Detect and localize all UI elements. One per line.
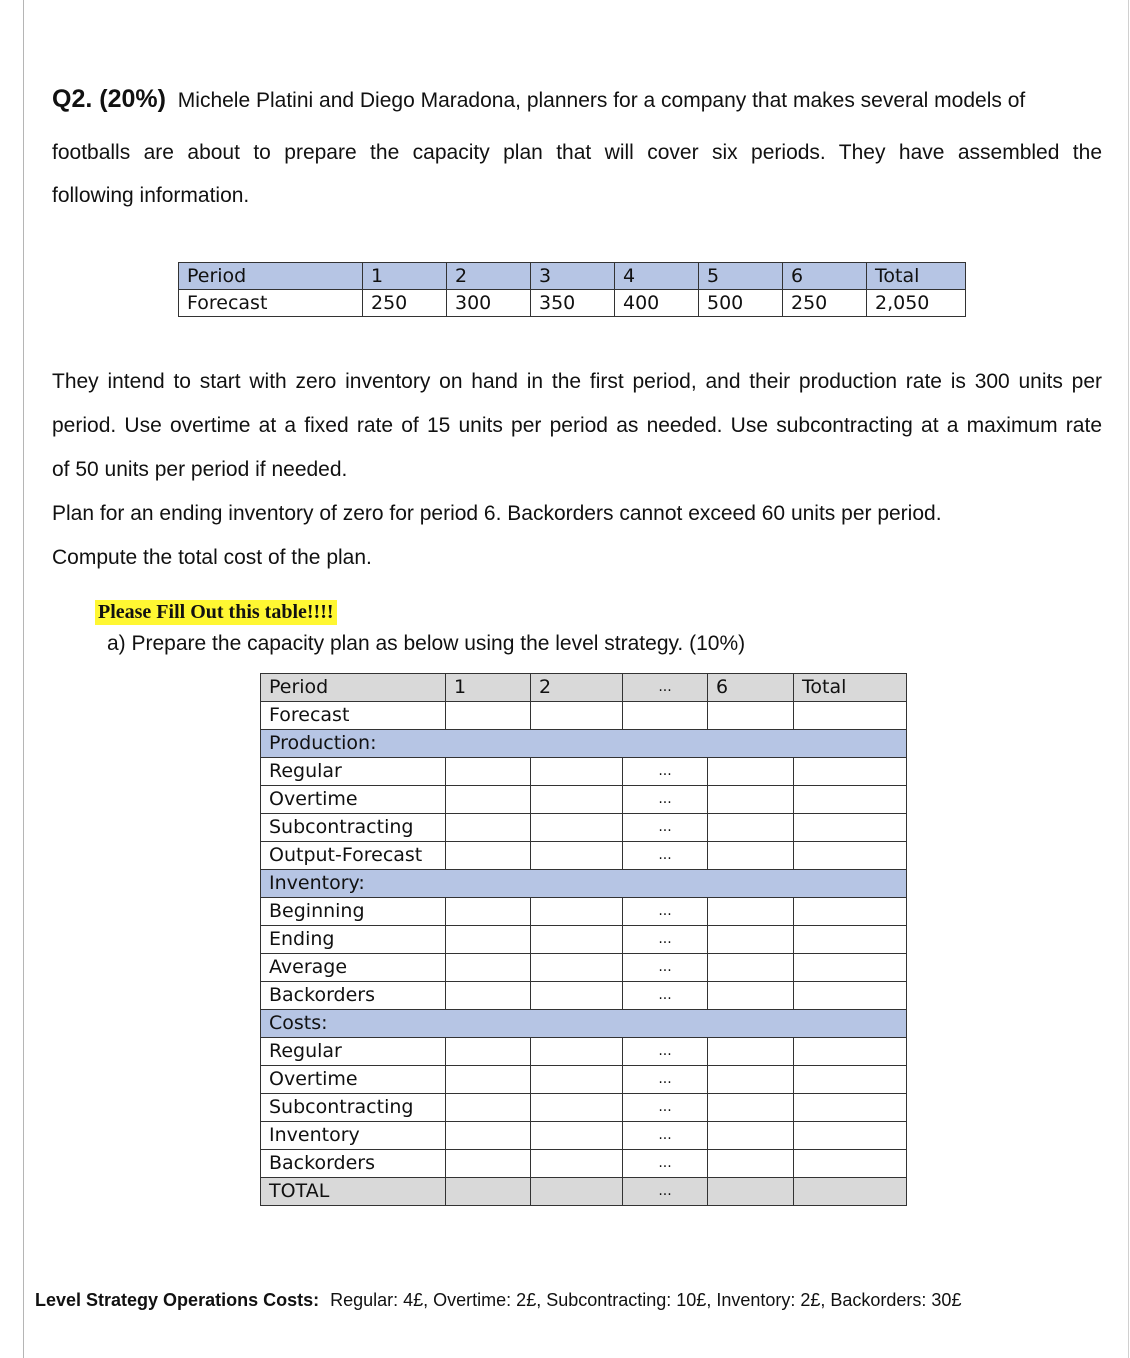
header-cell: 6 — [783, 263, 867, 290]
row-label: Average — [261, 954, 446, 982]
header-cell: 3 — [531, 263, 615, 290]
question-label: Q2. (20%) — [52, 85, 166, 113]
input-cell[interactable] — [708, 954, 794, 982]
header-cell: 2 — [531, 674, 623, 702]
instruction-line-3: of 50 units per period if needed. — [52, 458, 348, 481]
input-cell[interactable] — [531, 1178, 623, 1206]
input-cell[interactable] — [446, 1178, 531, 1206]
instruction-line-4: Plan for an ending inventory of zero for period 6. Backorders cannot exceed 60 units per period. — [52, 502, 942, 525]
input-cell[interactable] — [794, 1038, 907, 1066]
input-cell[interactable] — [531, 954, 623, 982]
row-label: Overtime — [261, 1066, 446, 1094]
ellipsis-cell: ... — [623, 926, 708, 954]
input-cell[interactable] — [794, 898, 907, 926]
input-cell[interactable] — [531, 1122, 623, 1150]
ellipsis-cell: ... — [623, 1150, 708, 1178]
section-label: Costs: — [261, 1010, 907, 1038]
input-cell[interactable] — [446, 702, 531, 730]
input-cell[interactable] — [531, 1094, 623, 1122]
row-label: Regular — [261, 1038, 446, 1066]
input-cell[interactable] — [794, 1122, 907, 1150]
header-cell: 4 — [615, 263, 699, 290]
row-label: TOTAL — [261, 1178, 446, 1206]
header-cell: 1 — [363, 263, 447, 290]
header-cell: Period — [179, 263, 363, 290]
input-cell[interactable] — [708, 1122, 794, 1150]
header-cell: ... — [623, 674, 708, 702]
plan-row-forecast — [261, 702, 907, 730]
row-label: Overtime — [261, 786, 446, 814]
ellipsis-cell: ... — [623, 1038, 708, 1066]
header-cell: 2 — [447, 263, 531, 290]
forecast-value: 400 — [615, 290, 699, 317]
input-cell[interactable] — [708, 1066, 794, 1094]
plan-row-cost-subcontracting — [261, 1094, 907, 1122]
input-cell[interactable] — [531, 814, 623, 842]
input-cell[interactable] — [531, 702, 623, 730]
row-label: Forecast — [261, 702, 446, 730]
plan-row-regular — [261, 758, 907, 786]
row-label: Backorders — [261, 982, 446, 1010]
header-cell: 5 — [699, 263, 783, 290]
plan-row-backorders — [261, 982, 907, 1010]
row-label: Backorders — [261, 1150, 446, 1178]
footer-costs: Regular: 4£, Overtime: 2£, Subcontracting: 10£, Inventory: 2£, Backorders: 30£ — [330, 1290, 962, 1310]
header-cell: 6 — [708, 674, 794, 702]
input-cell[interactable] — [794, 758, 907, 786]
part-a-heading: a) Prepare the capacity plan as below using the level strategy. (10%) — [107, 632, 746, 655]
plan-section-costs — [261, 1010, 907, 1038]
plan-row-cost-overtime — [261, 1066, 907, 1094]
input-cell[interactable] — [794, 786, 907, 814]
input-cell[interactable] — [531, 898, 623, 926]
input-cell[interactable] — [794, 982, 907, 1010]
row-label: Forecast — [179, 290, 363, 317]
section-label: Inventory: — [261, 870, 907, 898]
input-cell[interactable] — [531, 786, 623, 814]
input-cell[interactable] — [794, 842, 907, 870]
plan-row-cost-regular — [261, 1038, 907, 1066]
row-label: Subcontracting — [261, 1094, 446, 1122]
plan-header-row — [261, 674, 907, 702]
input-cell[interactable] — [446, 814, 531, 842]
ellipsis-cell: ... — [623, 1122, 708, 1150]
forecast-value: 250 — [363, 290, 447, 317]
ellipsis-cell: ... — [623, 786, 708, 814]
input-cell[interactable] — [446, 1038, 531, 1066]
question-line-1-text: Michele Platini and Diego Maradona, planners for a company that makes several models of — [177, 89, 1026, 112]
forecast-value: 300 — [447, 290, 531, 317]
input-cell[interactable] — [708, 842, 794, 870]
input-cell[interactable] — [708, 758, 794, 786]
input-cell[interactable] — [708, 898, 794, 926]
row-label: Subcontracting — [261, 814, 446, 842]
ellipsis-cell: ... — [623, 954, 708, 982]
input-cell[interactable] — [794, 1178, 907, 1206]
input-cell[interactable] — [446, 982, 531, 1010]
page-right-border — [1128, 0, 1129, 1358]
input-cell[interactable] — [531, 1038, 623, 1066]
question-line-1 — [52, 85, 1102, 113]
plan-row-cost-backorders — [261, 1150, 907, 1178]
plan-row-total — [261, 1178, 907, 1206]
row-label: Beginning — [261, 898, 446, 926]
input-cell[interactable] — [708, 1038, 794, 1066]
input-cell[interactable] — [794, 926, 907, 954]
header-cell: Total — [867, 263, 966, 290]
input-cell[interactable] — [446, 786, 531, 814]
input-cell[interactable] — [446, 954, 531, 982]
input-cell[interactable] — [446, 842, 531, 870]
header-cell: 1 — [446, 674, 531, 702]
ellipsis-cell: ... — [623, 842, 708, 870]
row-label: Regular — [261, 758, 446, 786]
input-cell[interactable] — [708, 1178, 794, 1206]
forecast-table-row — [179, 290, 966, 317]
input-cell[interactable] — [446, 926, 531, 954]
ellipsis-cell: ... — [623, 758, 708, 786]
plan-section-inventory — [261, 870, 907, 898]
row-label: Inventory — [261, 1122, 446, 1150]
input-cell[interactable] — [794, 702, 907, 730]
plan-row-cost-inventory — [261, 1122, 907, 1150]
section-label: Production: — [261, 730, 907, 758]
ellipsis-cell: ... — [623, 1094, 708, 1122]
input-cell[interactable] — [708, 1150, 794, 1178]
forecast-table-header-row — [179, 263, 966, 290]
plan-section-production — [261, 730, 907, 758]
ellipsis-cell: ... — [623, 1178, 708, 1206]
question-line-3: following information. — [52, 184, 250, 207]
input-cell[interactable] — [446, 898, 531, 926]
plan-row-beginning — [261, 898, 907, 926]
input-cell[interactable] — [531, 1066, 623, 1094]
input-cell[interactable] — [794, 954, 907, 982]
ellipsis-cell: ... — [623, 982, 708, 1010]
plan-row-output-forecast — [261, 842, 907, 870]
input-cell[interactable] — [708, 982, 794, 1010]
plan-row-overtime — [261, 786, 907, 814]
input-cell[interactable] — [446, 758, 531, 786]
plan-row-ending — [261, 926, 907, 954]
input-cell[interactable] — [708, 1094, 794, 1122]
input-cell[interactable] — [794, 1094, 907, 1122]
cost-footer — [35, 1290, 961, 1311]
forecast-value: 250 — [783, 290, 867, 317]
page-left-border — [23, 0, 24, 1358]
input-cell[interactable] — [446, 1150, 531, 1178]
input-cell[interactable] — [708, 786, 794, 814]
input-cell[interactable] — [531, 982, 623, 1010]
row-label: Ending — [261, 926, 446, 954]
header-cell: Total — [794, 674, 907, 702]
plan-row-subcontracting — [261, 814, 907, 842]
input-cell[interactable] — [708, 814, 794, 842]
input-cell[interactable] — [794, 1066, 907, 1094]
input-cell[interactable] — [531, 1150, 623, 1178]
instruction-line-2: period. Use overtime at a fixed rate of 15 units per period as needed. Use subcontracting at a maximum rate — [52, 414, 1102, 437]
row-label: Output-Forecast — [261, 842, 446, 870]
fill-out-banner: Please Fill Out this table!!!! — [95, 600, 337, 625]
header-cell: Period — [261, 674, 446, 702]
instruction-line-5: Compute the total cost of the plan. — [52, 546, 372, 569]
forecast-table — [178, 262, 966, 317]
input-cell[interactable] — [623, 702, 708, 730]
plan-row-average — [261, 954, 907, 982]
question-line-2: footballs are about to prepare the capacity plan that will cover six periods. They have assembled the — [52, 141, 1102, 164]
input-cell[interactable] — [794, 814, 907, 842]
input-cell[interactable] — [446, 1094, 531, 1122]
input-cell[interactable] — [708, 926, 794, 954]
input-cell[interactable] — [446, 1122, 531, 1150]
input-cell[interactable] — [531, 842, 623, 870]
forecast-value: 500 — [699, 290, 783, 317]
capacity-plan-table — [260, 673, 907, 1206]
forecast-value: 350 — [531, 290, 615, 317]
input-cell[interactable] — [531, 758, 623, 786]
ellipsis-cell: ... — [623, 898, 708, 926]
input-cell[interactable] — [446, 1066, 531, 1094]
instruction-line-1: They intend to start with zero inventory on hand in the first period, and their production rate is 300 units per — [52, 370, 1102, 393]
ellipsis-cell: ... — [623, 814, 708, 842]
ellipsis-cell: ... — [623, 1066, 708, 1094]
footer-label: Level Strategy Operations Costs: — [35, 1290, 320, 1310]
input-cell[interactable] — [531, 926, 623, 954]
forecast-total: 2,050 — [867, 290, 966, 317]
input-cell[interactable] — [794, 1150, 907, 1178]
input-cell[interactable] — [708, 702, 794, 730]
